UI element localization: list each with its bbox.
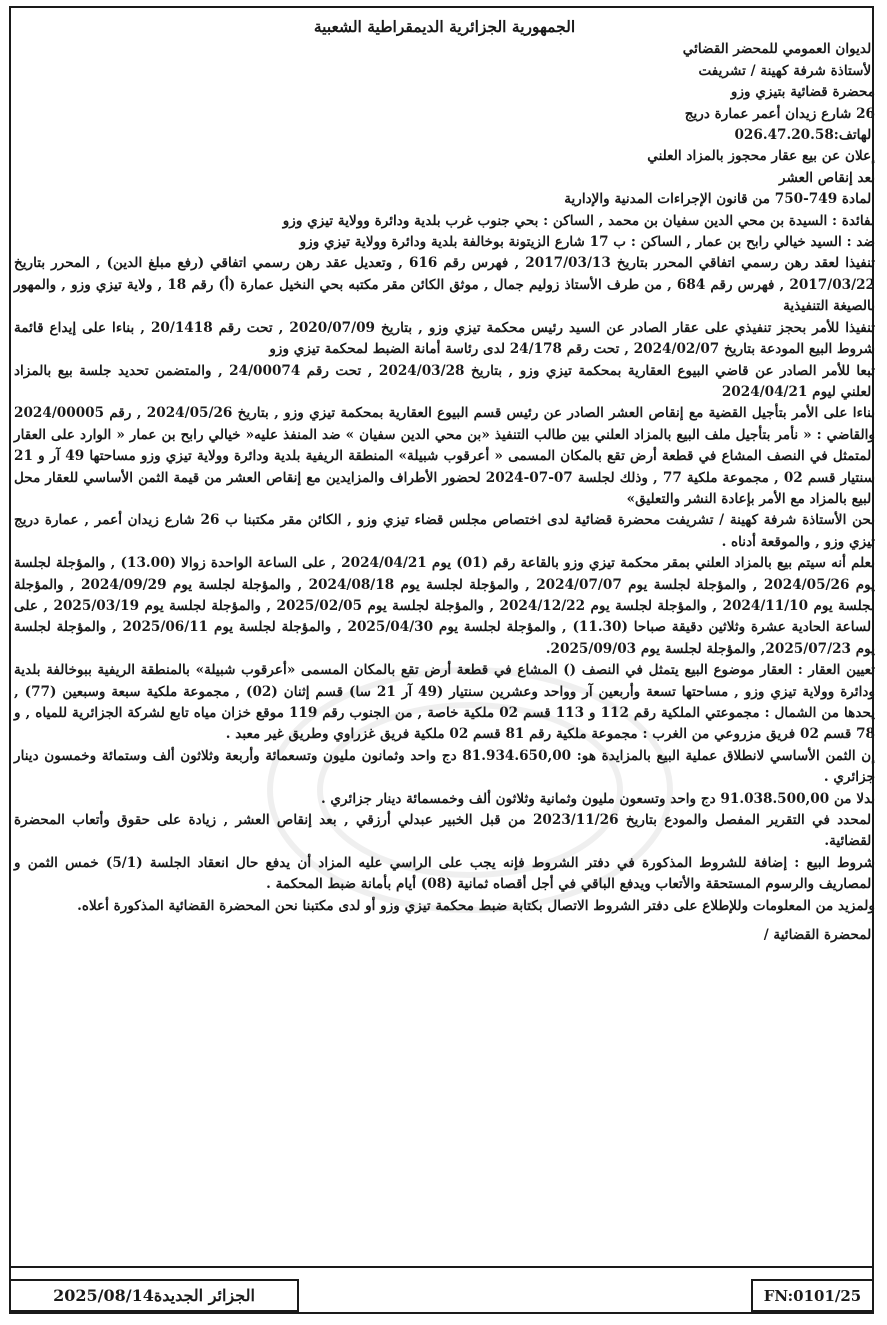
- paragraph-seizure: تنفيذا للأمر بحجز تنفيذي على عقار الصادر عن السيد رئيس محكمة تيزي وزو , بتاريخ 2020/07/09 , تحت رقم 20/1418 , بناءا على إيداع قائمة شروط البيع المودعة بتاريخ 2024/02/07 , تحت رقم 24/178 لدى رئاسة أمانة الضبط لمحكمة تيزي وزو: [14, 319, 876, 358]
- newspaper-box: [9, 1279, 299, 1312]
- legal-article: المادة 749-750 من قانون الإجراءات المدنية والإدارية: [564, 191, 875, 208]
- phone-line: [14, 125, 875, 146]
- paragraph-sale-conditions: شروط البيع : إضافة للشروط المذكورة في دفتر الشروط فإنه يجب على الراسي عليه المزاد أن يدفع حال انعقاد الجلسة (5/1) خمس الثمن و المصاريف والرسوم المستحقة والأتعاب ويدفع الباقي في أجل أقصاه ثمانية (08) أيام بأمانة ضبط المحكمة .: [14, 854, 876, 893]
- paragraph-mortgage: تنفيذا لعقد رهن رسمي اتفاقي المحرر بتاريخ 2017/03/13 , فهرس رقم 616 , وتعديل عقد رهن رسمي اتفاقي (رفع مبلغ الدين) , المحرر بتاريخ 2017/03/22 , فهرس رقم 684 , من طرف الأستاذ زوليم جمال , موثق الكائن مقر مكتبه بحي النخيل عمارة (أ) رقم 18 , ولاية تيزي وزو , والمهور بالصيغة التنفيذية: [14, 255, 875, 315]
- against-line: ضد : السيد خيالي رابح بن عمار , الساكن : ب 17 شارع الزيتونة بوخالفة بلدية ودائرة وولاية تيزي وزو: [299, 234, 875, 251]
- paragraph-bailiff: نحن الأستاذة شرفة كهينة / تشريفت محضرة قضائية لدى اختصاص مجلس قضاء تيزي وزو , الكائن مقر مكتبنا ب 26 شارع زيدان أعمر , عمارة دريج تيزي وزو , والموقعة أدناه .: [14, 512, 875, 550]
- announcement-title: إعلان عن بيع عقار محجوز بالمزاد العلني: [647, 148, 875, 165]
- paragraph-base-price: إن الثمن الأساسي لانطلاق عملية البيع بالمزايدة هو: 81.934.650,00 دج واحد وثمانون مليون وتسعمائة وأربعة وثلاثون ألف وستمائة وخمسون دينار جزائري .: [14, 747, 876, 786]
- court-office: محضرة قضائية بتيزي وزو: [730, 84, 875, 101]
- paragraph-sessions: نعلم أنه سيتم بيع بالمزاد العلني بمقر محكمة تيزي وزو بالقاعة رقم (01) يوم 2024/04/21 , على الساعة الواحدة زوالا (13.00) , والمؤجلة لجلسة يوم 2024/05/26 , والمؤجلة لجلسة يوم 2024/07/07 , والمؤجلة لجلسة يوم 2024/08/18 , والمؤجلة لجلسة يوم 2024/09/29 , والمؤجلة لجلسة يوم 2024/11/10 , والمؤجلة لجلسة يوم 2024/12/22 , والمؤجلة لجلسة يوم 2025/02/05 , والمؤجلة لجلسة يوم 2025/03/19 , على الساعة الحادية عشرة وثلاثين دقيقة صباحا (11.30) , والمؤجلة لجلسة يوم 2025/04/30 , والمؤجلة لجلسة يوم 2025/06/11 , والمؤجلة لجلسة يوم 2025/07/23, والمؤجلة لجلسة يوم 2025/09/03.: [14, 555, 875, 657]
- republic-heading: الجمهورية الجزائرية الديمقراطية الشعبية: [313, 17, 576, 36]
- newspaper-name: الجزائر الجديدة: [153, 1286, 255, 1305]
- bailiff-name: الأستاذة شرفة كهينة / تشريفت: [698, 62, 875, 79]
- notice-content: [14, 16, 875, 946]
- phone-label: الهاتف:: [833, 127, 875, 144]
- beneficiary-line: لفائدة : السيدة بن محي الدين سفيان بن محمد , الساكن : بحي جنوب غرب بلدية ودائرة وولاية تيزي وزو: [282, 212, 875, 229]
- announcement-subtitle: بعد إنقاص العشر: [778, 169, 875, 186]
- reference-number: FN:0101/25: [763, 1286, 862, 1305]
- footer-divider: [9, 1266, 874, 1268]
- office-address: 26 شارع زيدان أعمر عمارة دريج: [684, 105, 875, 122]
- office-name: الديوان العمومي للمحضر القضائي: [682, 41, 875, 58]
- phone-number: 026.47.20.58: [734, 127, 834, 144]
- paragraph-more-info: ولمزيد من المعلومات وللإطلاع على دفتر الشروط الاتصال بكتابة ضبط محكمة تيزي وزو أو لدى مكتبنا نحن المحضرة القضائية المذكورة أعلاه.: [77, 897, 875, 914]
- paragraph-property: تعيين العقار : العقار موضوع البيع يتمثل في النصف () المشاع في قطعة أرض تقع بالمكان المسمى «أعرقوب شبيلة» بالمنطقة الريفية ببوخالفة بلدية ودائرة وولاية تيزي وزو , مساحتها تسعة وأربعين آر وواحد وعشرين سنتيار (49 آر 21 سا) قسم إثنان (02) , مجموعة ملكية سبعة وسبعين (77) , يحدها من الشمال : مجموعتي الملكية رقم 112 و 113 قسم 02 ملكية خاصة , من الجنوب رقم 119 موقع خزان مياه تابع لشركة الجزائرية للمياه , و 78 قسم 02 فريق مزروعي من الغرب : مجموعة ملكية رقم 81 قسم 02 ملكية فريق غزراوي وطريق غير معبد .: [14, 662, 876, 743]
- paragraph-expert-report: المحدد في التقرير المفصل والمودع بتاريخ 2023/11/26 من قبل الخبير عبدلي أرزقي , بعد إنقاص العشر , زيادة على حقوق وأتعاب المحضرة القضائية.: [14, 812, 875, 850]
- paragraph-previous-price: بدلا من 91.038.500,00 دج واحد وتسعون مليون وثمانية وثلاثون ألف وخمسمائة دينار جزائري .: [320, 790, 875, 807]
- publication-date: 2025/08/14: [53, 1286, 154, 1305]
- signature-line: المحضرة القضائية /: [763, 927, 875, 944]
- paragraph-judge-order: تبعا للأمر الصادر عن قاضي البيوع العقارية بمحكمة تيزي وزو , بتاريخ 2024/03/28 , تحت رقم 24/00074 , والمتضمن تحديد جلسة بيع بالمزاد العلني ليوم 2024/04/21: [14, 362, 875, 400]
- paragraph-postponement: بناءا على الأمر بتأجيل القضية مع إنقاص العشر الصادر عن رئيس قسم البيوع العقارية بمحكمة تيزي وزو , بتاريخ 2024/05/26 , رقم 2024/00005 والقاضي : « نأمر بتأجيل ملف البيع بالمزاد العلني بين طالب التنفيذ «بن محي الدين سفيان » ضد المنفذ عليه« خيالي رابح بن عمار « الوارد على العقار المتمثل في النصف المشاع في قطعة أرض تقع بالمكان المسمى « أعرقوب شبيلة» المنطقة الريفية بلدية ودائرة وولاية تيزي وزو مساحتها 49 آر و 21 سنتيار قسم 02 , مجموعة ملكية 77 , وذلك لجلسة 07-07-2024 لحضور الأطراف والمزايدين مع إنقاص العشر من قيمة الثمن الأساسي للعقار محل البيع بالمزاد مع الأمر بإعادة النشر والتعليق»: [14, 405, 875, 507]
- reference-box: [751, 1279, 874, 1312]
